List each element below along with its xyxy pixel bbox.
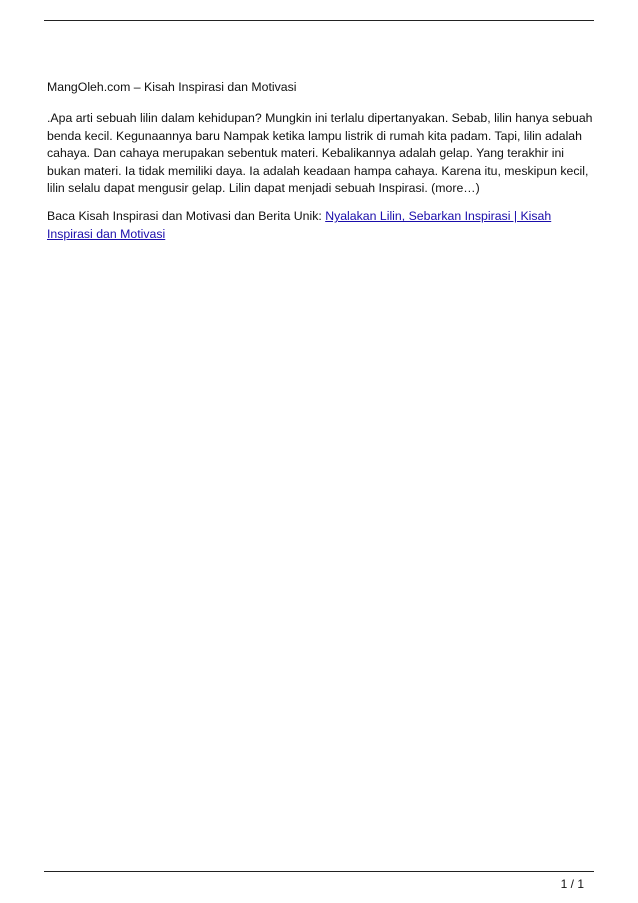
document-content <box>47 79 593 243</box>
source-line <box>47 208 593 243</box>
page-number: 1 / 1 <box>560 877 584 891</box>
header-divider <box>44 20 594 21</box>
page-title: MangOleh.com – Kisah Inspirasi dan Motivasi <box>47 80 297 94</box>
footer-divider <box>44 871 594 872</box>
source-prefix: Baca Kisah Inspirasi dan Motivasi dan Berita Unik: <box>47 209 326 224</box>
article-paragraph: .Apa arti sebuah lilin dalam kehidupan? Mungkin ini terlalu dipertanyakan. Sebab, lilin hanya sebuah benda kecil. Kegunaannya baru Nampak ketika lampu listrik di rumah kita padam. Tapi, lilin adalah cahaya. Dan cahaya merupakan sebentuk materi. Kebalikannya adalah gelap. Yang terakhir ini bukan materi. Ia tidak memiliki daya. Ia adalah keadaan hampa cahaya. Karena itu, meskipun kecil, lilin selalu dapat mengusir gelap. Lilin dapat menjadi sebuah Inspirasi. (more…) <box>47 111 593 196</box>
article-link[interactable]: Nyalakan Lilin, Sebarkan Inspirasi | Kisah Inspirasi dan Motivasi <box>47 209 552 241</box>
